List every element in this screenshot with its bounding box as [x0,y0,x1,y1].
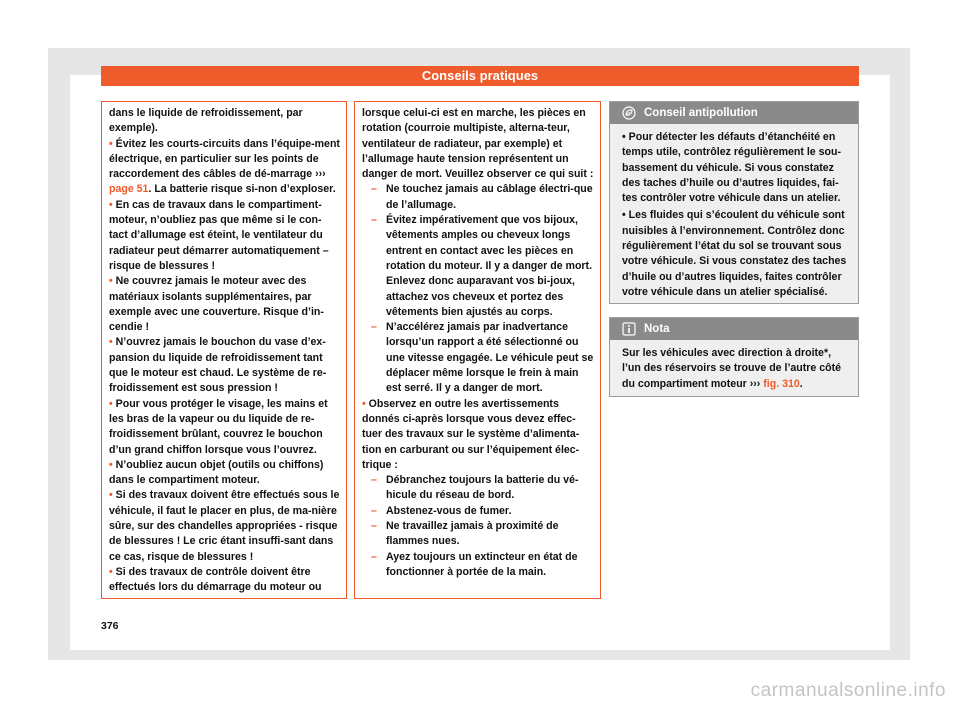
nota-header [610,318,858,340]
bullet-item: • Évitez les courts-circuits dans l’équipe-ment électrique, en particulier sur les points de raccordement des câbles de dé-marrage ››› page 51. La batterie risque si-non d’exploser. [109,137,340,198]
dash-item: – N’accélérez jamais par inadvertance lorsqu’un rapport a été sélectionné ou une vitesse engagée. Le véhicule peut se déplacer même lorsque le frein à main est serré. Il y a danger de mort. [362,320,594,396]
nota-body [610,340,858,400]
bullet-item: • Si des travaux doivent être effectués sous le véhicule, il faut le placer en plus, de ma-nière sûre, sur des chandelles appropriées - risque de blessures ! Le cric étant insuffi-sant dans ce cas, risque de blessures ! [109,488,340,564]
bullet-item: • Observez en outre les avertissements donnés ci-après lorsque vous devez effec-tuer des travaux sur le système d’alimenta-tion en carburant ou sur l’équipement élec-trique : [362,397,594,473]
pollution-tip-header [610,102,858,124]
dash-item: – Débranchez toujours la batterie du vé-hicule du réseau de bord. [362,473,594,504]
nota-box [609,317,859,397]
warning-box-right [354,101,601,599]
bullet-item: • N’ouvrez jamais le bouchon du vase d’ex-pansion du liquide de refroidissement tant que le moteur est chaud. Le système de re-froidissement est sous pression ! [109,335,340,396]
pollution-tip-title: Conseil antipollution [644,107,758,119]
text-line: dans le liquide de refroidissement, par exemple). [109,107,303,135]
dash-item: – Ne touchez jamais au câblage électri-que de l’allumage. [362,182,594,213]
dash-item: – Ayez toujours un extincteur en état de fonctionner à portée de la main. [362,550,594,581]
page-number: 376 [101,620,119,632]
bullet-item: • N’oubliez aucun objet (outils ou chiffons) dans le compartiment moteur. [109,458,340,489]
pollution-tip-box [609,101,859,304]
page-link[interactable]: page 51 [109,183,149,196]
nota-text: Sur les véhicules avec direction à droite*, l’un des réservoirs se trouve de l’autre côté du compartiment moteur ››› fig. 310. [622,347,842,390]
tip-item: • Pour détecter les défauts d’étanchéité en temps utile, contrôlez régulièrement le sou-bassement du véhicule. Si vous constatez des taches d’huile ou d’autres liquides, fai-tes contrôler votre véhicule dans un atelier. [622,131,841,205]
bullet-item: • Ne couvrez jamais le moteur avec des matériaux isolants supplémentaires, par exemple avec une couverture. Risque d’in-cendie ! [109,274,340,335]
watermark: carmanualsonline.info [750,680,946,701]
dash-item: – Abstenez-vous de fumer. [362,504,594,519]
figure-link[interactable]: fig. 310 [763,377,800,390]
tip-item: • Les fluides qui s’écoulent du véhicule sont nuisibles à l’environnement. Contrôlez donc régulièrement l’état du sol se trouvant sous votre véhicule. Si vous constatez des taches d’huile ou d’autres liquides, faites contrôler votre véhicule dans un atelier spécialisé. [622,209,847,298]
bullet-item: • Si des travaux de contrôle doivent être effectués lors du démarrage du moteur ou [109,565,340,596]
nota-title: Nota [644,323,670,335]
eco-leaf-icon [622,106,636,120]
pollution-tip-body [610,124,858,308]
dash-item: – Évitez impérativement que vos bijoux, vêtements amples ou cheveux longs entrent en contact avec les pièces en rotation du moteur. Il y a danger de mort. Enlevez donc auparavant vos bi-joux, attachez vos cheveux et portez des vêtements bien ajustés au corps. [362,213,594,320]
bullet-item: • En cas de travaux dans le compartiment-moteur, n’oubliez pas que même si le con-tact d’allumage est éteint, le ventilateur du radiateur peut démarrer automatiquement – risque de blessures ! [109,198,340,274]
dash-item: – Ne travaillez jamais à proximité de flammes nues. [362,519,594,550]
warning-box-left [101,101,347,599]
section-header: Conseils pratiques [101,66,859,86]
bullet-item: • Pour vous protéger le visage, les mains et les bras de la vapeur ou du liquide de re-froidissement brûlant, couvrez le bouchon d’un grand chiffon lorsque vous l’ouvrez. [109,397,340,458]
info-icon [622,322,636,336]
intro-text: lorsque celui-ci est en marche, les pièces en rotation (courroie multipiste, alterna-teur, ventilateur de radiateur, par exemple) et l’allumage haute tension représentent un danger de mort. Veuillez observer ce qui suit : [362,107,594,181]
